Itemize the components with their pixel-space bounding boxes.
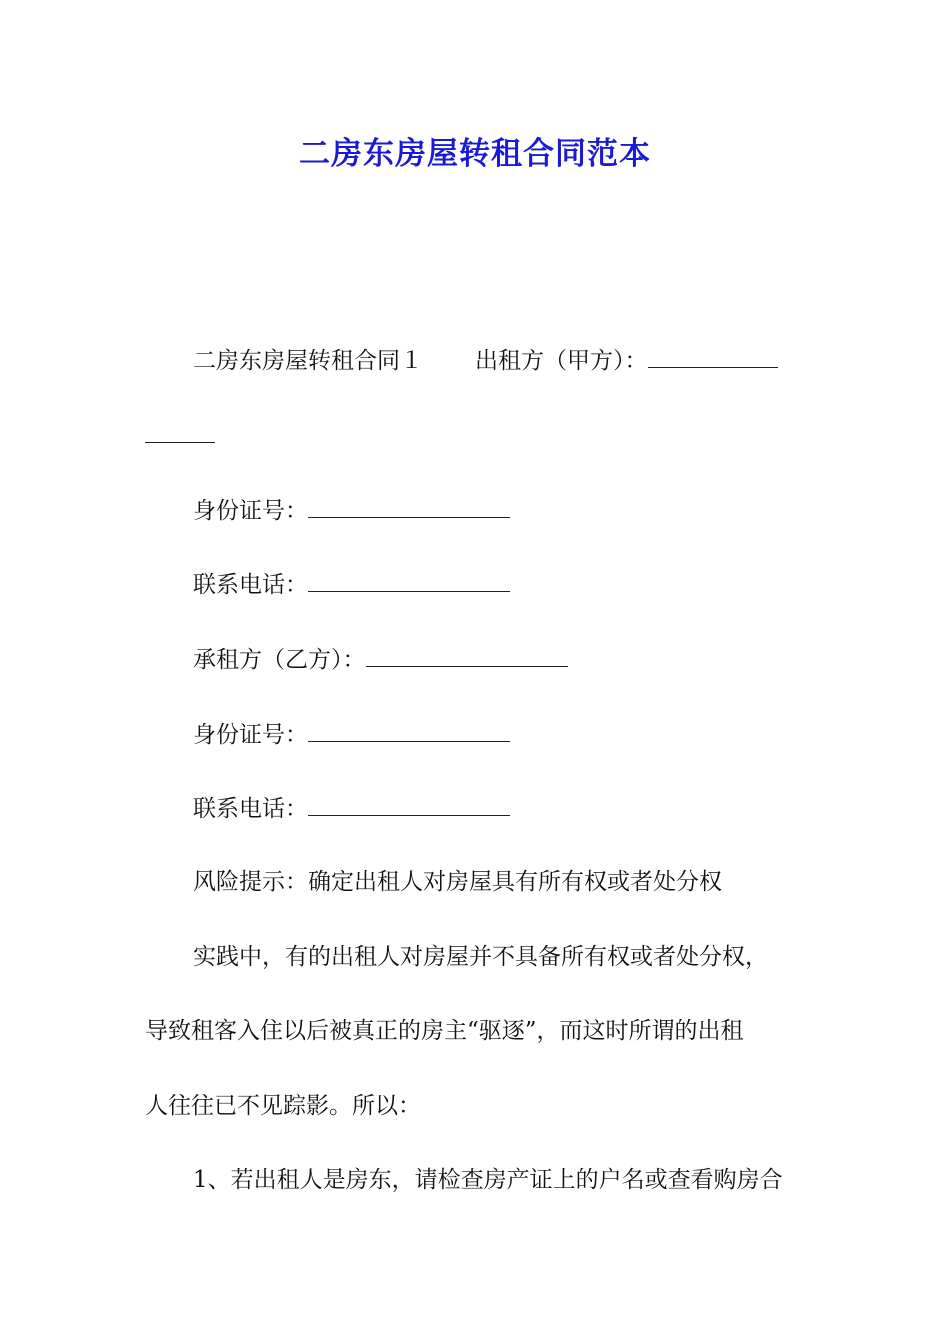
lessor-phone-label: 联系电话： xyxy=(193,572,308,598)
lessee-blank[interactable] xyxy=(366,644,568,667)
lessee-line xyxy=(193,644,568,675)
contract-heading-label: 二房东房屋转租合同１ xyxy=(193,348,423,374)
lessee-label: 承租方（乙方）： xyxy=(193,647,366,673)
lessor-blank-continuation[interactable] xyxy=(145,420,215,443)
lessee-phone-line xyxy=(193,793,510,824)
contract-heading-line xyxy=(193,345,778,376)
paragraph-line: 导致租客入住以后被真正的房主“驱逐”，而这时所谓的出租 xyxy=(145,1018,744,1044)
lessor-label: 出租方（甲方）： xyxy=(475,348,648,374)
lessee-id-line xyxy=(193,719,510,750)
lessor-phone-line xyxy=(193,569,510,600)
lessor-id-blank[interactable] xyxy=(308,495,510,518)
lessor-blank[interactable] xyxy=(648,345,778,368)
lessee-id-blank[interactable] xyxy=(308,719,510,742)
paragraph-line: 人往往已不见踪影。所以： xyxy=(145,1093,421,1119)
lessee-id-label: 身份证号： xyxy=(193,722,308,748)
document-title: 二房东房屋转租合同范本 xyxy=(299,136,651,172)
lessee-phone-blank[interactable] xyxy=(308,793,510,816)
risk-heading: 风险提示：确定出租人对房屋具有所有权或者处分权 xyxy=(193,869,722,895)
list-item-1: 1、若出租人是房东，请检查房产证上的户名或查看购房合 xyxy=(193,1167,783,1193)
lessor-blank-continuation-line xyxy=(145,420,215,451)
paragraph-line: 实践中，有的出租人对房屋并不具备所有权或者处分权， xyxy=(193,944,768,970)
lessee-phone-label: 联系电话： xyxy=(193,796,308,822)
lessor-phone-blank[interactable] xyxy=(308,569,510,592)
lessor-id-label: 身份证号： xyxy=(193,498,308,524)
lessor-id-line xyxy=(193,495,510,526)
